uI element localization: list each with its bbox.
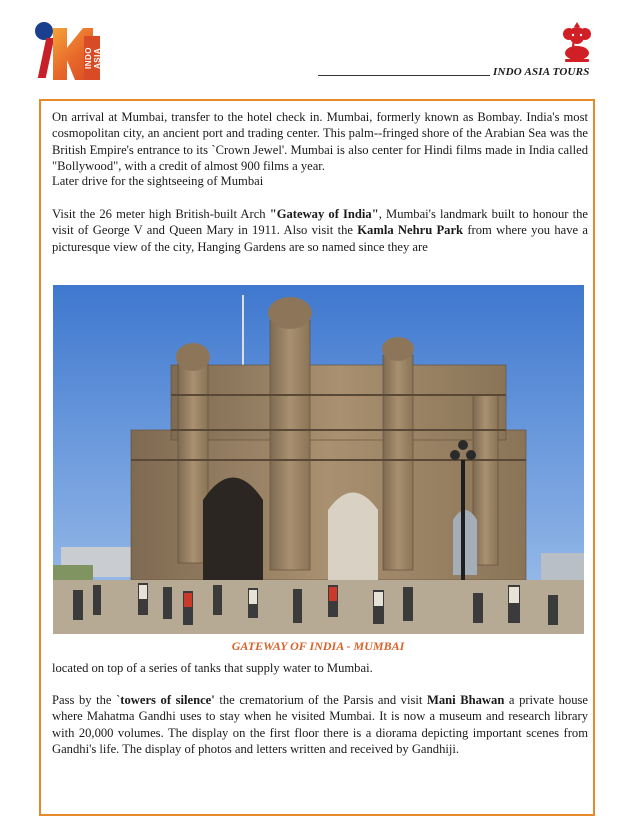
paragraph-sightseeing: Later drive for the sightseeing of Mumbai — [52, 174, 264, 188]
brand-title: INDO ASIA TOURS — [493, 66, 590, 78]
indo-asia-logo — [33, 22, 103, 82]
mani-bhawan-bold: Mani Bhawan — [426, 693, 505, 707]
photo-caption: GATEWAY OF INDIA - MUMBAI — [231, 639, 405, 653]
kamla-nehru-park-bold: Kamla Nehru Park — [357, 223, 464, 238]
gateway-of-india-bold: "Gateway of India" — [269, 207, 379, 221]
gateway-of-india-photo — [53, 285, 584, 660]
ganesha-emblem-icon — [558, 20, 596, 64]
paragraph-arrival: On arrival at Mumbai, transfer to the hotel check in. Mumbai, formerly known as Bombay. India's most cosmopolitan city, an ancient port and trading center. This palm--fringed shore of the Arabian Sea was the British Empire's entrance to its `Crown Jewel'. Mumbai is also center for Hindi films made in India called "Bollywood", with a credit of almost 900 films a year. — [52, 110, 588, 173]
logo-text: INDO ASIA — [84, 36, 100, 80]
paragraph-tanks: located on top of a series of tanks that supply water to Mumbai. — [52, 661, 373, 675]
paragraph-mani-bhawan: Pass by the `towers of silence' the crematorium of the Parsis and visit Mani Bhawan a private house where Mahatma Gandhi uses to stay when he visited Mumbai. It is now a museum and research library with 20,000 volumes. The display on the first floor there is a diorama depicting important scenes from Gandhi's life. The display of photos and letters written and received by Gandhiji. — [52, 693, 588, 756]
paragraph-gateway: Visit the 26 meter high British-built Arch "Gateway of India", Mumbai's landmark built to honour the visit of George V and Queen Mary in 1911. Also visit the Kamla Nehru Park from where you have a picturesque view of the city, Hanging Gardens are so named since they are — [52, 207, 588, 254]
towers-of-silence-bold: towers of silence' — [120, 693, 215, 707]
header-rule — [318, 75, 490, 76]
